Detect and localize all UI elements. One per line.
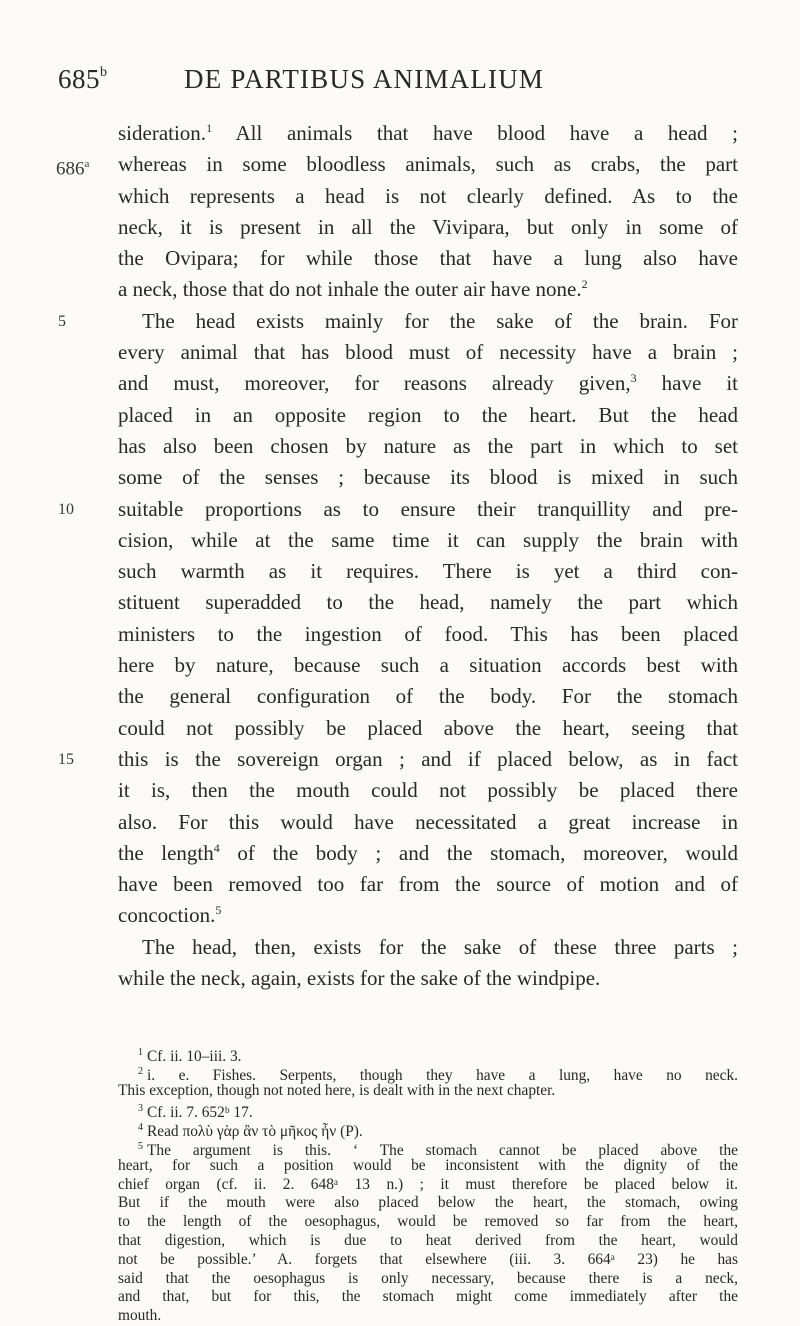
text-line: neck, it is present in all the Vivipara, but only in some of — [118, 214, 738, 239]
footnote: $^2$ i. e. Fishes. Serpents, though they have a lung, have no neck. — [138, 1065, 738, 1084]
text-line: while the neck, again, exists for the sake of the windpipe. — [118, 966, 601, 991]
text-line: the general configuration of the body. For the stomach — [118, 684, 738, 709]
footnote-ref: 3 — [630, 371, 637, 386]
text-line: some of the senses ; because its blood is mixed in such — [118, 465, 738, 490]
page-number: 685$^b$ — [58, 64, 108, 94]
footnote: $^1$ Cf. ii. 10–iii. 3. — [138, 1047, 242, 1066]
text-line: The head, then, exists for the sake of these three parts ; — [142, 934, 738, 959]
text-line: 10 suitable proportions as to ensure their tranquillity and pre- — [118, 494, 738, 525]
footnote: $^4$ Read πολὺ γὰρ ἂν τὸ μῆκος ἦν (P). — [138, 1122, 363, 1141]
text-line: placed in an opposite region to the heart. But the head — [118, 402, 738, 427]
footnote-line: that digestion, which is due to heat derived from the heart, would — [118, 1231, 738, 1249]
footnote-line: chief organ (cf. ii. 2. 648ᵃ 13 n.) ; it must therefore be placed below it. — [118, 1175, 738, 1193]
text-line: every animal that has blood must of necessity have a brain ; — [118, 340, 738, 365]
footnotes — [118, 1044, 738, 1326]
text-line: a neck, those that do not inhale the outer air have none.$^2$ — [118, 277, 588, 302]
text-line: and must, moreover, for reasons already given,$^3$ have it — [118, 371, 738, 396]
text-line: the Ovipara; for while those that have a lung also have — [118, 246, 738, 271]
text-line: it is, then the mouth could not possibly be placed there — [118, 778, 738, 803]
footnote: $^5$ The argument is this. ‘ The stomach cannot be placed above the — [138, 1140, 738, 1160]
footnote-line: This exception, though not noted here, is dealt with in the next chapter. — [118, 1081, 556, 1099]
footnote-ref: 2 — [581, 277, 588, 292]
text-line: concoction.$^5$ — [118, 903, 222, 928]
footnote-line: mouth. — [118, 1307, 162, 1325]
footnote-ref: 5 — [215, 903, 222, 918]
text-line: here by nature, because such a situation accords best with — [118, 653, 738, 678]
footnote-line: to the length of the oesophagus, would be removed so far from the heart, — [118, 1213, 738, 1231]
text-line: such warmth as it requires. There is yet a third con- — [118, 559, 738, 584]
text-line: the length$^4$ of the body ; and the stomach, moreover, would — [118, 840, 738, 865]
main-text — [56, 118, 738, 994]
text-line: 5 The head exists mainly for the sake of the brain. For — [118, 306, 738, 337]
text-line: which represents a head is not clearly defined. As to the — [118, 183, 738, 208]
text-line: could not possibly be placed above the heart, seeing that — [118, 715, 738, 740]
text-line: stituent superadded to the head, namely the part which — [118, 590, 738, 615]
footnote-ref: 4 — [213, 840, 220, 855]
bekker-ref: 686$^a$ — [56, 158, 90, 180]
footnote-line: said that the oesophagus is only necessary, because there is a neck, — [118, 1269, 738, 1287]
line-number: 15 — [58, 750, 74, 768]
footnote-line: and that, but for this, the stomach might come immediately after the — [118, 1288, 738, 1306]
text-line: sideration.$^1$ All animals that have blood have a head ; — [118, 121, 738, 145]
page-header — [0, 64, 800, 104]
text-line: have been removed too far from the source of motion and of — [118, 872, 738, 897]
footnote-ref: 1 — [206, 121, 213, 135]
text-line: 686$^a$ whereas in some bloodless animals, such as crabs, the part — [118, 149, 738, 180]
text-line: 15 this is the sovereign organ ; and if placed below, as in fact — [118, 744, 738, 775]
text-line: ministers to the ingestion of food. This has been placed — [118, 621, 738, 646]
page-number-suffix: b — [100, 65, 108, 80]
footnote-line: heart, for such a position would be inconsistent with the dignity of the — [118, 1156, 738, 1174]
text-line: cision, while at the same time it can supply the brain with — [118, 527, 738, 552]
text-line: has also been chosen by nature as the part in which to set — [118, 433, 738, 458]
line-number: 10 — [58, 500, 74, 518]
footnote: $^3$ Cf. ii. 7. 652ᵇ 17. — [138, 1103, 253, 1122]
footnote-line: But if the mouth were also placed below the heart, the stomach, owing — [118, 1194, 738, 1212]
line-number: 5 — [58, 312, 66, 330]
running-title: DE PARTIBUS ANIMALIUM — [184, 64, 545, 94]
text-line: also. For this would have necessitated a great increase in — [118, 809, 738, 834]
footnote-line: not be possible.’ A. forgets that elsewhere (iii. 3. 664ᵃ 23) he has — [118, 1250, 738, 1268]
